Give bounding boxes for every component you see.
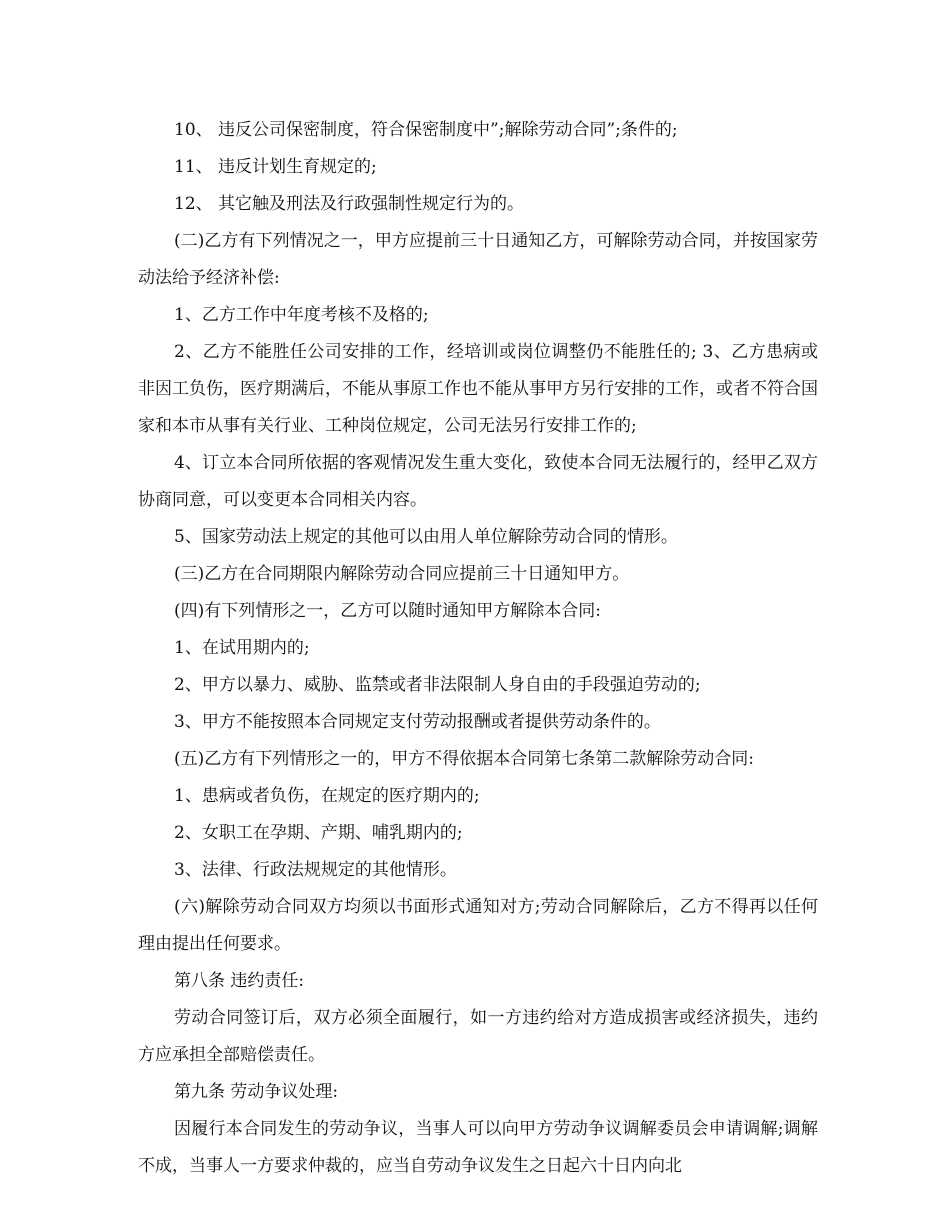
section-5-item-1: 1、患病或者负伤，在规定的医疗期内的; <box>174 786 480 806</box>
section-6-paragraph: (六)解除劳动合同双方均须以书面形式通知对方;劳动合同解除后，乙方不得再以任何理由提出任何要求。 <box>138 897 818 954</box>
section-2-item-5: 5、国家劳动法上规定的其他可以由用人单位解除劳动合同的情形。 <box>174 527 678 547</box>
section-2-item-1: 1、乙方工作中年度考核不及格的; <box>174 305 429 325</box>
article-9-heading: 第九条 劳动争议处理: <box>174 1082 339 1102</box>
section-4-item-1: 1、在试用期内的; <box>174 638 310 658</box>
section-5-heading: (五)乙方有下列情形之一的，甲方不得依据本合同第七条第二款解除劳动合同: <box>174 749 754 769</box>
section-4-item-3: 3、甲方不能按照本合同规定支付劳动报酬或者提供劳动条件的。 <box>174 712 661 732</box>
section-2-heading: (二)乙方有下列情况之一，甲方应提前三十日通知乙方，可解除劳动合同，并按国家劳动法给予经济补偿: <box>138 231 818 288</box>
article-8-heading: 第八条 违约责任: <box>174 971 305 991</box>
article-9-body: 因履行本合同发生的劳动争议，当事人可以向甲方劳动争议调解委员会申请调解;调解不成，当事人一方要求仲裁的，应当自劳动争议发生之日起六十日内向北 <box>138 1119 818 1176</box>
clause-11: 11、 违反计划生育规定的; <box>174 157 377 177</box>
section-2-item-4: 4、订立本合同所依据的客观情况发生重大变化，致使本合同无法履行的，经甲乙双方协商同意，可以变更本合同相关内容。 <box>138 453 818 510</box>
section-3-paragraph: (三)乙方在合同期限内解除劳动合同应提前三十日通知甲方。 <box>174 564 630 584</box>
section-4-heading: (四)有下列情形之一，乙方可以随时通知甲方解除本合同: <box>174 601 601 621</box>
clause-12: 12、 其它触及刑法及行政强制性规定行为的。 <box>174 194 525 214</box>
section-2-item-2-3: 2、乙方不能胜任公司安排的工作，经培训或岗位调整仍不能胜任的; 3、乙方患病或非因工负伤，医疗期满后，不能从事原工作也不能从事甲方另行安排的工作，或者不符合国家和本市从事有关行业、工种岗位规定，公司无法另行安排工作的; <box>138 342 818 436</box>
article-8-body: 劳动合同签订后，双方必须全面履行，如一方违约给对方造成损害或经济损失，违约方应承担全部赔偿责任。 <box>138 1008 818 1065</box>
document-body <box>138 112 818 1185</box>
section-5-item-3: 3、法律、行政法规规定的其他情形。 <box>174 860 457 880</box>
clause-10: 10、 违反公司保密制度，符合保密制度中”;解除劳动合同”;条件的; <box>174 120 678 140</box>
section-4-item-2: 2、甲方以暴力、威胁、监禁或者非法限制人身自由的手段强迫劳动的; <box>174 675 701 695</box>
section-5-item-2: 2、女职工在孕期、产期、哺乳期内的; <box>174 823 463 843</box>
